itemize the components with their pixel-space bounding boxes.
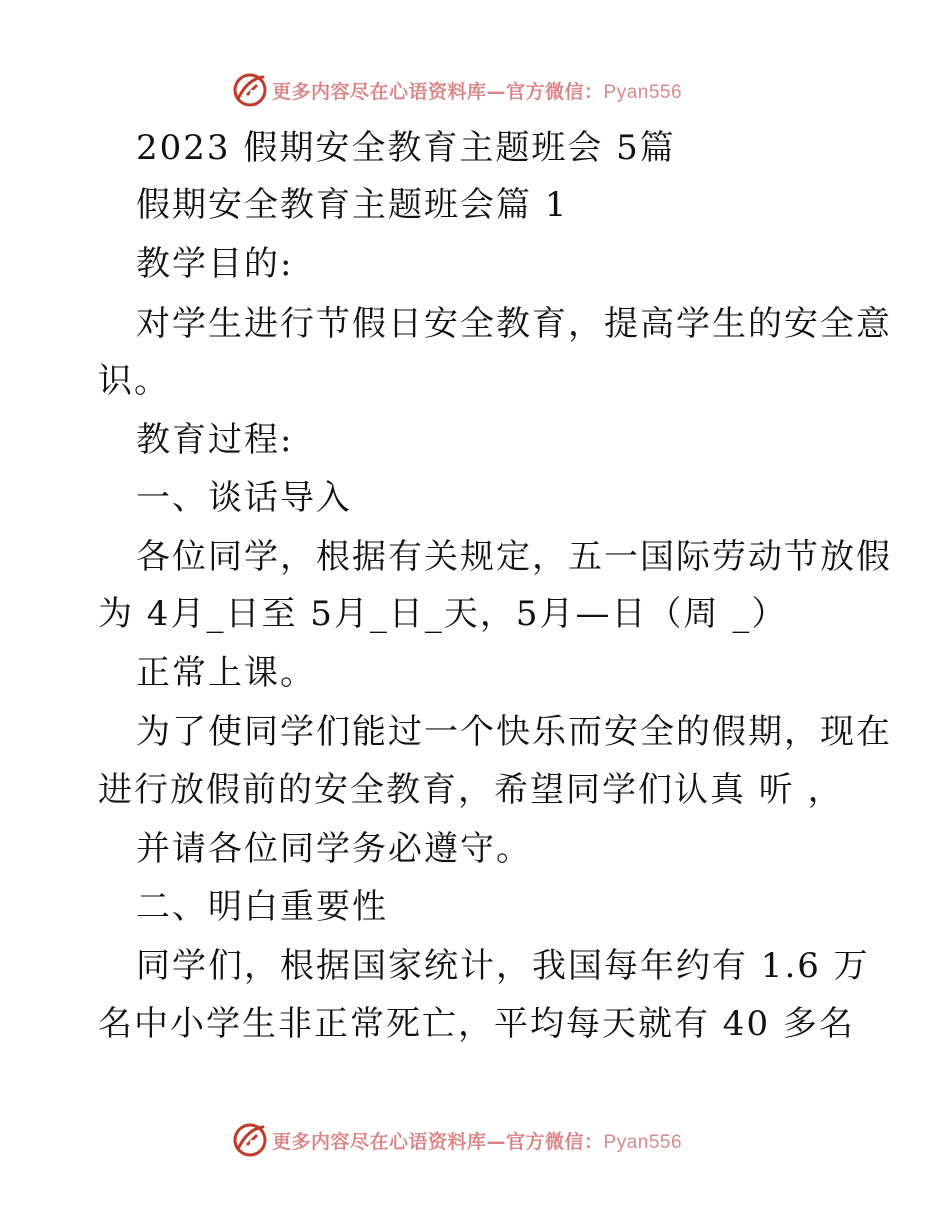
text-line: 同学们，根据国家统计，我国每年约有 1.6 万 — [136, 946, 870, 986]
header-watermark — [232, 72, 682, 108]
pen-logo-icon — [232, 72, 268, 108]
watermark-text: 更多内容尽在心语资料库—官方微信： — [272, 80, 604, 103]
pen-logo-icon — [232, 1122, 268, 1158]
footer-watermark — [232, 1122, 682, 1158]
text-line: 各位同学，根据有关规定，五一国际劳动节放假 — [136, 537, 892, 577]
text-line: 识。 — [98, 361, 170, 401]
text-line: 一、谈话导入 — [136, 478, 352, 518]
text-line: 对学生进行节假日安全教育，提高学生的安全意 — [136, 304, 892, 344]
text-line: 教学目的: — [136, 244, 294, 284]
watermark-text: 更多内容尽在心语资料库—官方微信： — [272, 1130, 604, 1153]
text-line: 为 4月_日至 5月_日_天，5月—日（周 _） — [98, 594, 788, 634]
text-line: 教育过程: — [136, 420, 294, 460]
text-line: 正常上课。 — [136, 653, 316, 693]
text-line: 为了使同学们能过一个快乐而安全的假期，现在 — [136, 712, 892, 752]
watermark-wechat-id: Pyan556 — [603, 81, 683, 103]
text-line: 并请各位同学务必遵守。 — [136, 829, 532, 869]
text-line: 进行放假前的安全教育，希望同学们认真 听 ， — [98, 770, 844, 810]
watermark-wechat-id: Pyan556 — [603, 1131, 683, 1153]
document-title: 2023 假期安全教育主题班会 5篇 — [136, 128, 676, 168]
text-line: 二、明白重要性 — [136, 887, 388, 927]
text-line: 名中小学生非正常死亡，平均每天就有 40 多名 — [98, 1004, 855, 1044]
section-heading: 假期安全教育主题班会篇 1 — [136, 185, 569, 225]
